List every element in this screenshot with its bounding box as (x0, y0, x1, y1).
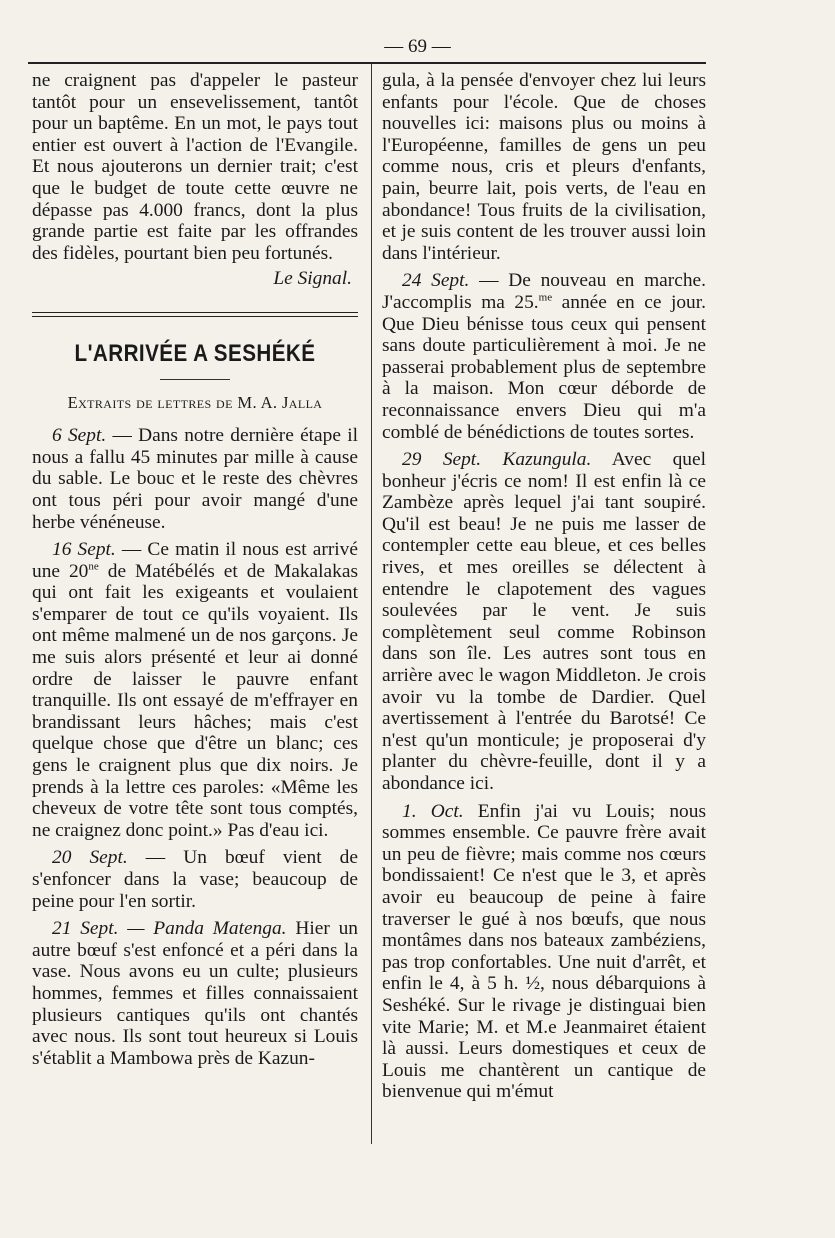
entry-date: 21 Sept. — Panda Matenga. (52, 918, 287, 940)
article-subtitle: Extraits de lettres de M. A. Jalla (67, 392, 323, 412)
entry-text: Avec quel bonheur j'écris ce nom! Il est enfin là ce Zambèze après lequel j'ai tant soupiré. Qu'il est beau! Je ne puis me lasser de contempler cette eau bleue, et ces belles rives, et mes oreilles se délectent à entendre le clapotement des vagues soulevées par le vent. Je suis complètement seul comme Robinson dans son île. Les autres sont tous en arrière avec le wagon Middleton. Je crois avoir vu la tombe de Dardier. Quel avertissement à l'entrée du Barotsé! Ce n'est qu'un monticule; je proposerai d'y planter du chèvre-feuille, dont il y a abondance ici. (382, 449, 706, 794)
entry-text: — Ce matin il nous est arrivé une 20 (32, 539, 358, 582)
page-number: — 69 — (384, 36, 451, 57)
title-rule (160, 379, 230, 380)
entry-paragraph (382, 801, 706, 1103)
entry-text: — Un bœuf vient de s'enfoncer dans la vase; beaucoup de peine pour l'en sortir. (32, 847, 358, 912)
entry-text: Hier un autre bœuf s'est enfoncé et a péri dans la vase. Nous avons eu un culte; plusieurs hommes, femmes et filles connaissaient plusieurs cantiques qu'ils ont chantés avec nous. Ils sont tout heureux si Louis s'établit a Mambowa près de Kazun- (32, 918, 359, 1069)
left-continuation-paragraph: ne craignent pas d'appeler le pasteur tantôt pour un ensevelissement, tantôt pour un baptême. En un mot, le pays tout entier est ouvert à l'action de l'Evangile. Et nous ajouterons un dernier trait; c'est que le budget de toute cette œuvre ne dépasse pas 4.000 francs, dont la plus grande partie est faite par les offrandes des fidèles, pourtant bien peu fortunés. (32, 70, 358, 264)
entry-date: 20 Sept. (52, 847, 128, 869)
entry-text: — Dans notre dernière étape il nous a fallu 45 minutes par mille à cause du sable. Le bouc et le reste des chèvres ont tous péri pour avoir mangé d'une herbe vénéneuse. (32, 425, 358, 533)
entry-paragraph (32, 425, 358, 533)
article-title: L'ARRIVÉE A SESHÉKÉ (74, 339, 316, 367)
section-double-rule (32, 312, 358, 317)
entry-text: Enfin j'ai vu Louis; nous sommes ensemble. Ce pauvre frère avait un peu de fièvre; mais comme nos cœurs bondissaient! Ce n'est que le 3, et après avoir eu beaucoup de peine à faire traverser le gué à nos bœufs, que nous montâmes dans nos bateaux zambéziens, pas trop confortables. Une nuit d'arrêt, et enfin le 4, à 5 h. ½, nous débarquions à Seshéké. Sur le rivage je distinguai bien vite Marie; M. et M.e Jeanmairet étaient là aussi. Leurs domestiques et ceux de Louis me chantèrent un cantique de bienvenue qui m'émut (382, 800, 706, 1103)
entry-text: de Matébélés et de Makalakas qui ont fait les exigeants et voulaient s'emparer de tout ce qu'ils voyaient. Ils ont même malmené un de nos garçons. Je me suis alors présenté et leur ai donné ordre de laisser le pauvre enfant tranquille. Ils ont essayé de m'effrayer en brandissant leurs hâches; mais c'est quelque chose que d'être un blanc; ces gens le craignent plus que dix noirs. Je prends à la lettre ces paroles: «Même les cheveux de votre tête sont tous comptés, ne craignez donc point.» Pas d'eau ici. (32, 560, 358, 841)
entry-text: — De nouveau en marche. J'accomplis ma 25. (382, 270, 706, 313)
entry-paragraph (32, 539, 358, 841)
entry-date: 24 Sept. (402, 270, 470, 292)
superscript: ne (88, 560, 99, 573)
entry-text: année en ce jour. Que Dieu bénisse tous ceux qui pensent sans doute particulièrement à moi. Je ne passerai probablement plus de septembre à la maison. Mon cœur déborde de reconnaissance envers Dieu qui m'a comblé de bénédictions de toutes sortes. (382, 291, 706, 443)
right-continuation-paragraph: gula, à la pensée d'envoyer chez lui leurs enfants pour l'école. Que de choses nouvelles ici: maisons plus ou moins à l'Européenne, familles de gens un peu comme nous, cris et pleurs d'enfants, pain, beurre lait, pois verts, de l'eau en abondance! Tous fruits de la civilisation, et je suis content de les trouver aussi loin dans l'intérieur. (382, 70, 706, 264)
signature: Le Signal. (273, 268, 352, 290)
entry-paragraph (32, 918, 358, 1069)
header-rule (28, 62, 706, 64)
entry-paragraph (32, 847, 358, 912)
column-divider (371, 64, 372, 1144)
entry-date: 16 Sept. (52, 539, 116, 561)
left-column (32, 70, 358, 1069)
superscript: me (538, 291, 553, 304)
right-column (382, 70, 706, 1103)
entry-date: 29 Sept. Kazungula. (402, 449, 592, 471)
entry-date: 6 Sept. (52, 425, 107, 447)
entry-paragraph (382, 449, 706, 795)
entry-paragraph (382, 270, 706, 443)
entry-date: 1. Oct. (402, 800, 464, 822)
